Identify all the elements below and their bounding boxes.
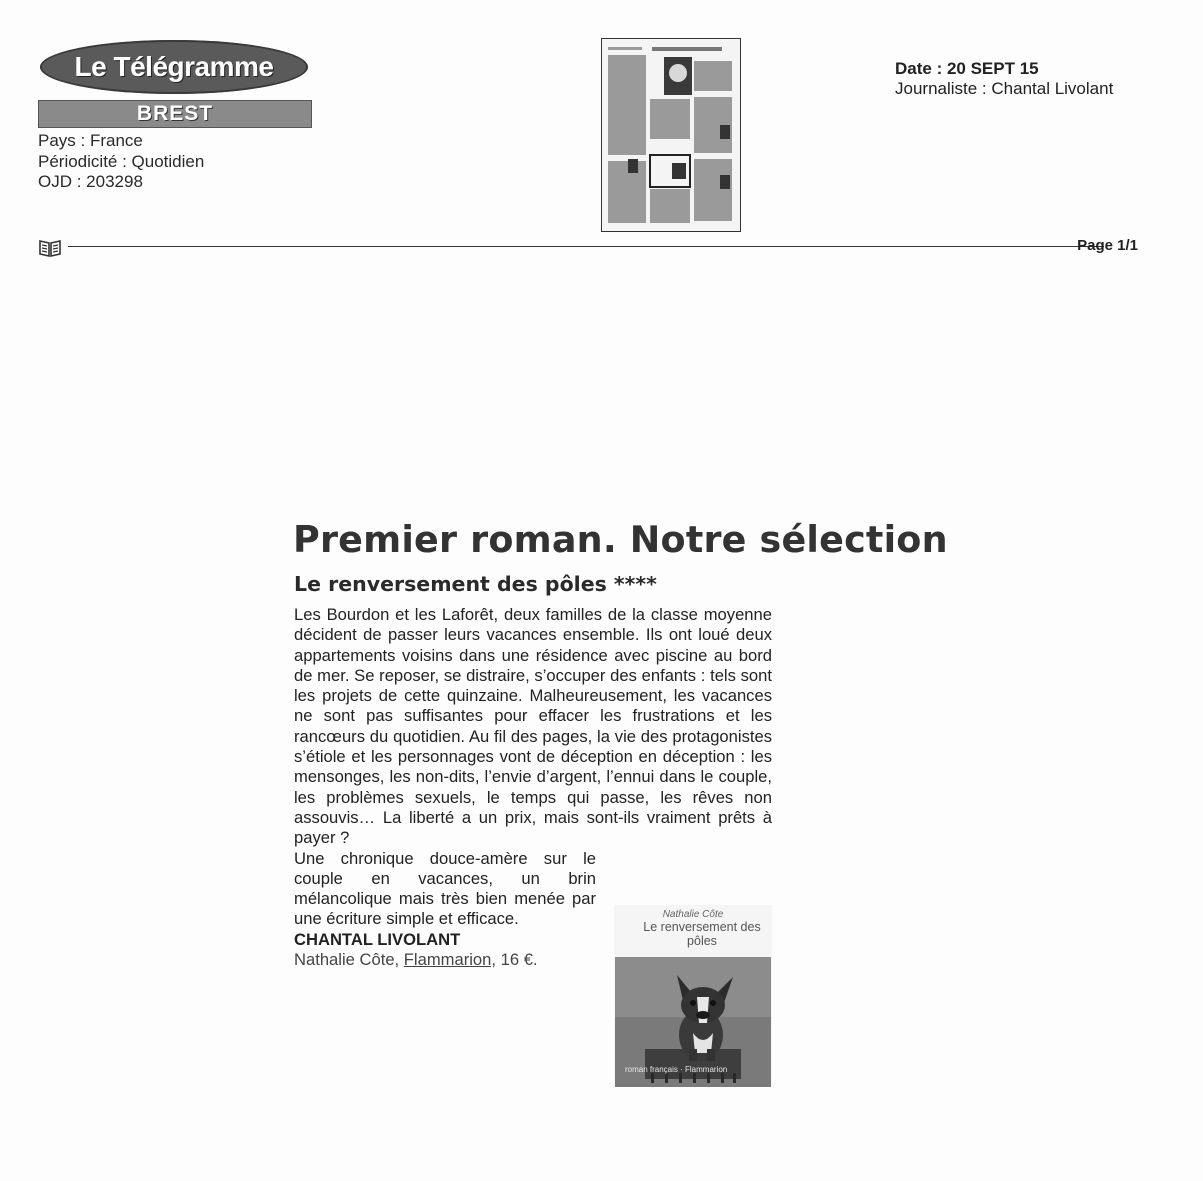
publication-meta [38, 131, 204, 193]
book-price: 16 €. [500, 950, 538, 970]
cover-footer: roman français · Flammarion [625, 1065, 728, 1075]
cover-title: Le renversement des pôles [643, 919, 761, 948]
meta-ojd: OJD : 203298 [38, 172, 143, 191]
article-subtitle: Le renversement des pôles **** [294, 572, 657, 596]
book-icon [38, 238, 62, 258]
header-divider [38, 236, 1138, 258]
page-number: Page 1/1 [1077, 237, 1138, 254]
publication-date: Date : 20 SEPT 15 [895, 59, 1039, 78]
cover-author: Nathalie Côte [662, 908, 724, 920]
book-author: Nathalie Côte, [294, 950, 400, 970]
edition-label: BREST [136, 102, 214, 125]
article-title: Premier roman. Notre sélection [293, 518, 948, 561]
cover-photo [615, 957, 771, 1087]
date-block [895, 59, 1113, 99]
newspaper-logo-text: Le Télégramme [74, 51, 274, 82]
book-cover [614, 905, 772, 1087]
page-thumbnail [601, 38, 741, 232]
article-paragraph: Les Bourdon et les Laforêt, deux familles de la classe moyenne décident de passer leurs vacances ensemble. Ils ont loué deux appartements voisins dans une résidence avec piscine au bord de mer. Se reposer, se distraire, s’occuper des enfants : tels sont les projets de cette quinzaine. Malheureusement, les vacances ne sont pas suffisantes pour effacer les frustrations et les rancœurs du quotidien. Au fil des pages, la vie des protagonistes s’étiole et les personnages vont de déception en déception : les mensonges, les non-dits, l’envie d’argent, l’ennui dans le couple, les problèmes sexuels, le temps qui passe, les rêves non assouvis… La liberté a un prix, mais sont-ils vraiment prêts à payer ? [294, 605, 772, 848]
divider-line [68, 246, 1104, 247]
article-author: CHANTAL LIVOLANT [294, 929, 461, 949]
newspaper-logo [40, 40, 308, 94]
article-paragraph: Une chronique douce-amère sur le couple en vacances, un brin mélancolique mais très bien menée par une écriture simple et efficace. [294, 848, 596, 929]
edition-banner [38, 100, 312, 128]
meta-periodicity: Périodicité : Quotidien [38, 151, 205, 171]
page-thumbnail-graphic [602, 39, 740, 231]
book-publisher: Flammarion, [403, 950, 496, 970]
meta-country: Pays : France [38, 131, 143, 150]
article-body [294, 605, 772, 1087]
journalist-name: Journaliste : Chantal Livolant [895, 79, 1114, 98]
